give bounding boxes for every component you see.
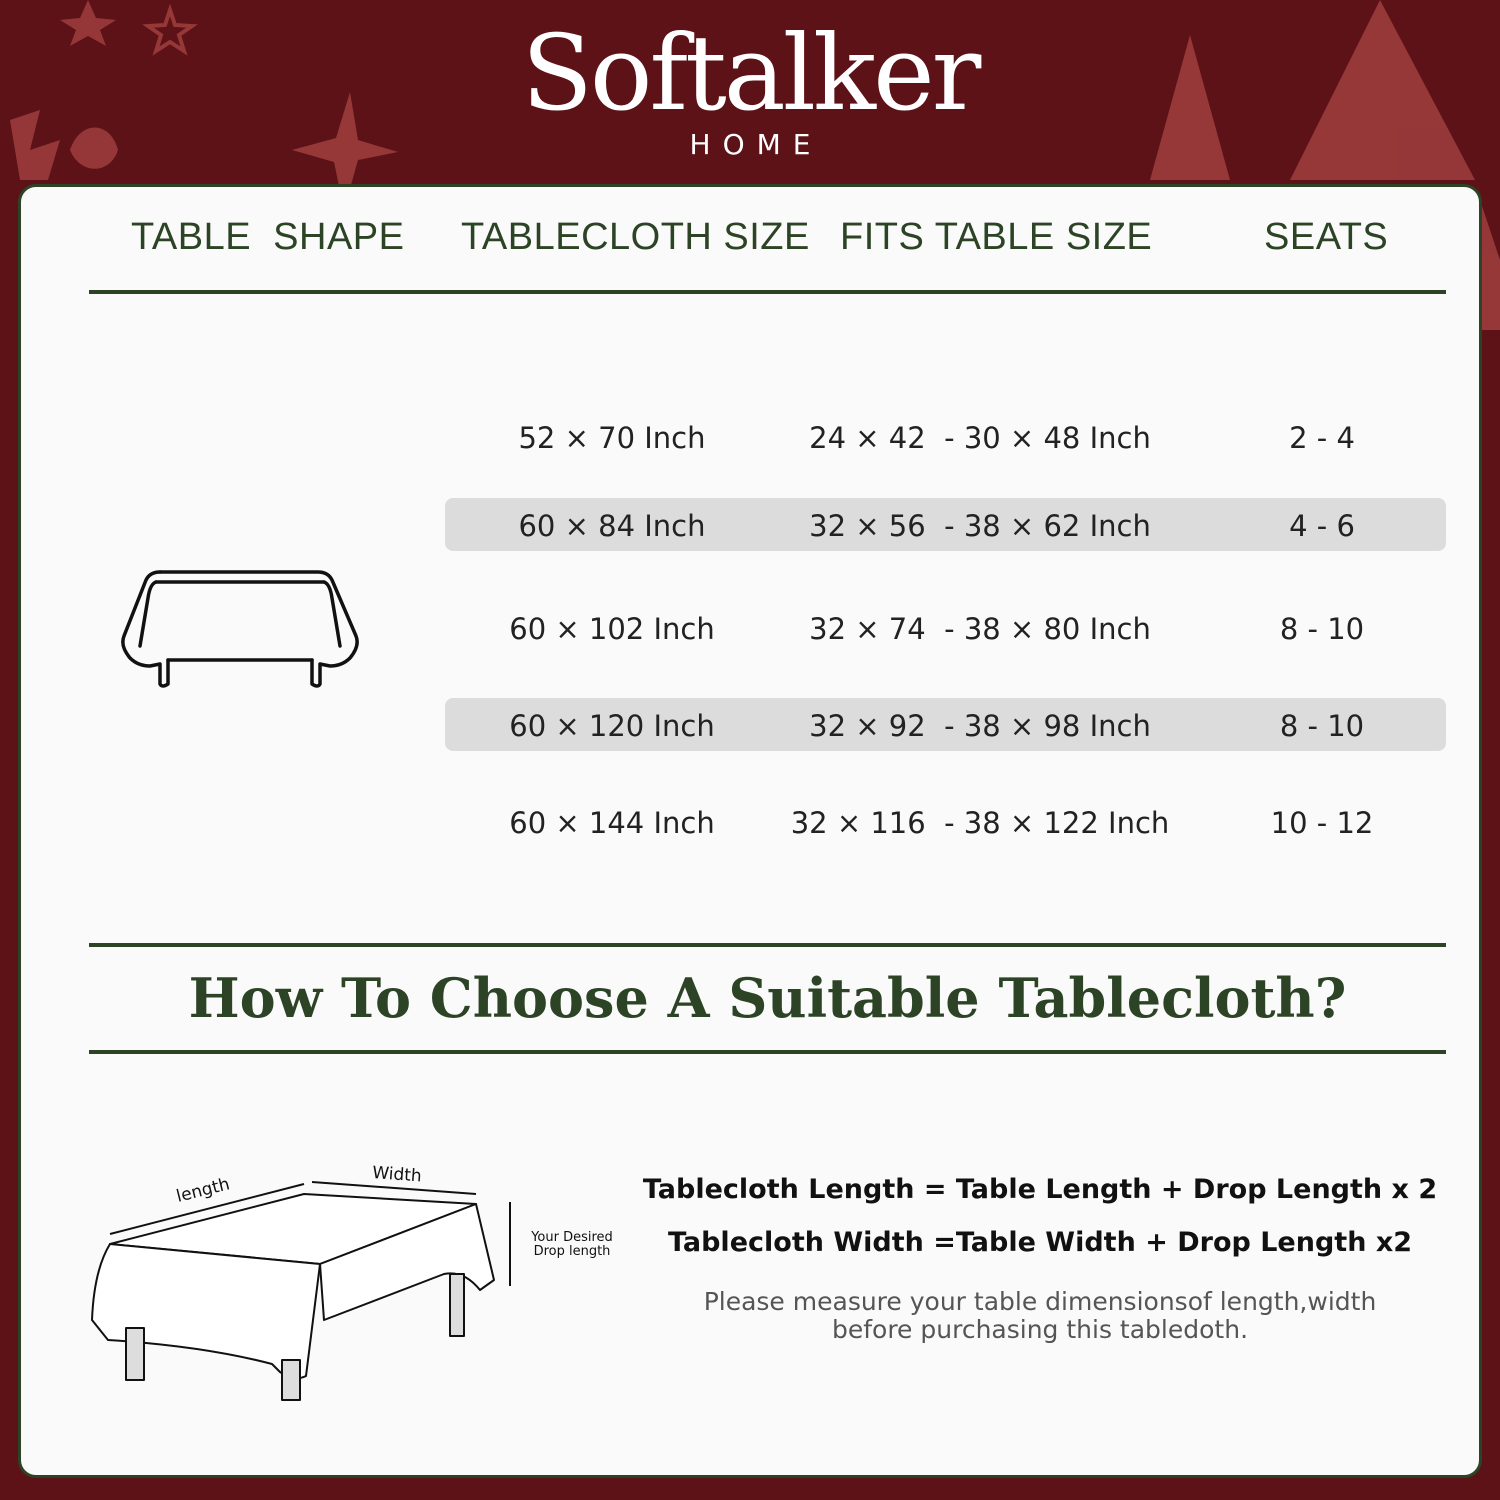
- guide-title: How To Choose A Suitable Tablecloth?: [188, 966, 1347, 1030]
- measure-note: [640, 1288, 1440, 1344]
- table-row-1-seats: 2 - 4: [1289, 421, 1355, 455]
- table-row-1-cloth: 52 × 70 Inch: [518, 421, 706, 455]
- length-label: length: [174, 1174, 232, 1207]
- header-tablecloth-size: TABLECLOTH SIZE: [461, 216, 810, 258]
- measure-note-line2: before purchasing this tabledoth.: [831, 1315, 1249, 1344]
- drop-label-line1: Your Desired: [531, 1230, 613, 1245]
- table-row-5-fits: 32 × 116 - 38 × 122 Inch: [790, 806, 1170, 840]
- header-table-shape: TABLE SHAPE: [131, 216, 405, 258]
- header-seats: SEATS: [1264, 216, 1389, 258]
- brand-name: Softalker: [521, 12, 979, 134]
- formula-length: Tablecloth Length = Table Length + Drop Length x 2: [642, 1174, 1438, 1205]
- table-row-4-fits: 32 × 92 - 38 × 98 Inch: [809, 709, 1151, 743]
- brand-logo: [0, 12, 1500, 161]
- measure-note-line1: Please measure your table dimensionsof length,width: [703, 1287, 1377, 1316]
- guide-bottom-divider: [89, 1050, 1446, 1054]
- drop-label-line2: Drop length: [533, 1244, 611, 1259]
- table-row-3-fits: 32 × 74 - 38 × 80 Inch: [809, 612, 1151, 646]
- table-row-3-cloth: 60 × 102 Inch: [509, 612, 715, 646]
- table-row-4-seats: 8 - 10: [1279, 709, 1365, 743]
- table-row-2-cloth: 60 × 84 Inch: [518, 509, 706, 543]
- rectangle-tablecloth-icon: [120, 568, 360, 690]
- table-row-2-fits: 32 × 56 - 38 × 62 Inch: [809, 509, 1151, 543]
- header-divider: [89, 290, 1446, 294]
- table-row-4-cloth: 60 × 120 Inch: [509, 709, 715, 743]
- formula-width: Tablecloth Width =Table Width + Drop Length x2: [667, 1227, 1413, 1258]
- guide-top-divider: [89, 943, 1446, 947]
- table-row-5-seats: 10 - 12: [1270, 806, 1374, 840]
- table-row-5-cloth: 60 × 144 Inch: [509, 806, 715, 840]
- table-row-2-seats: 4 - 6: [1289, 509, 1355, 543]
- table-row-1-fits: 24 × 42 - 30 × 48 Inch: [809, 421, 1151, 455]
- header-fits-table-size: FITS TABLE SIZE: [840, 216, 1153, 258]
- brand-subtitle: HOME: [689, 128, 823, 161]
- width-label: Width: [371, 1163, 423, 1187]
- table-row-3-seats: 8 - 10: [1279, 612, 1365, 646]
- table-measure-diagram-icon: [84, 1150, 624, 1410]
